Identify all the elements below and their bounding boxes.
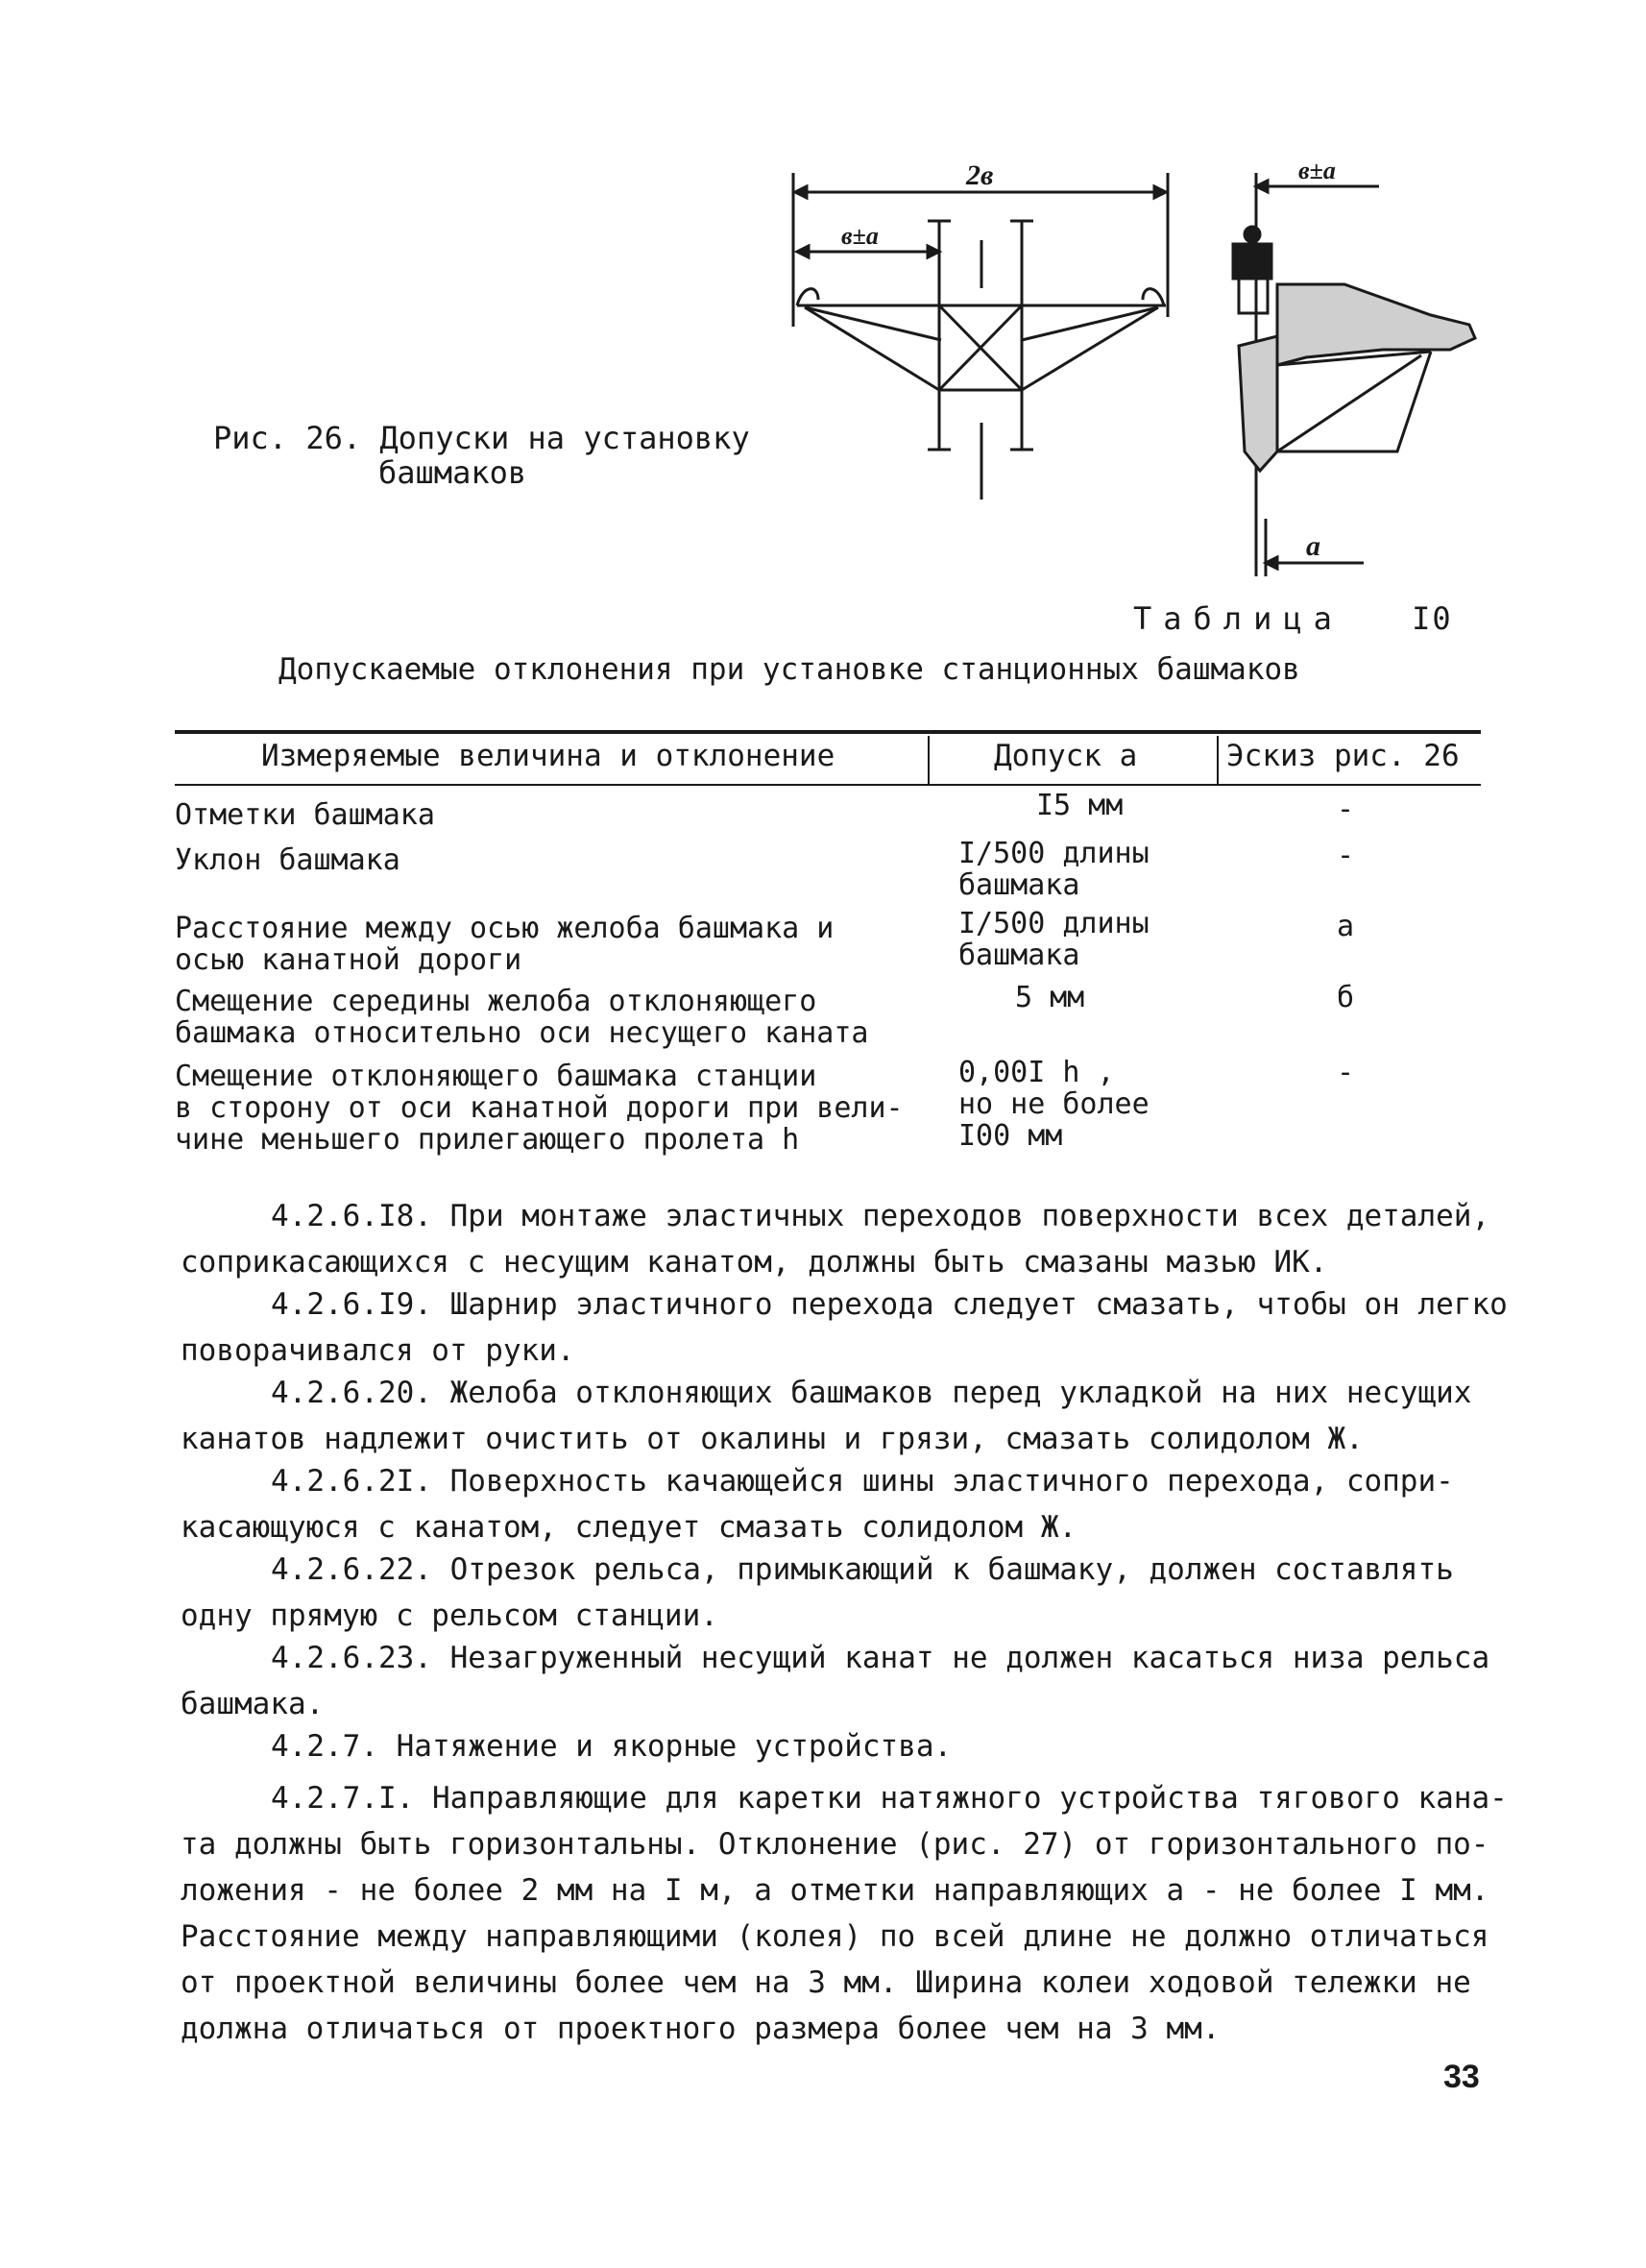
table-row-1-tolerance: I5 мм [1036,789,1124,822]
table-number-label: Таблица [1133,600,1343,637]
page-number: 33 [1443,2059,1480,2095]
dim-2b-label: 2в [966,159,994,191]
column-separator [1217,736,1219,784]
paragraph-4-2-6-18: 4.2.6.I8. При монтаже эластичных переходов поверхности всех деталей, соприкасающихся с несущим канатом, должны быть смазаны мазью ИК. [181,1199,1490,1280]
dim-a-label: а [1306,530,1320,562]
table-top-rule [175,730,1481,734]
section-heading-4-2-7: 4.2.7. Натяжение и якорные устройства. [271,1729,953,1764]
table-header-tolerance: Допуск а [994,739,1138,773]
table-row-4-sketch: б [1337,981,1355,1014]
table-row-1-sketch: - [1337,793,1355,826]
table-row-4-name: Смещение середины желоба отклоняющего башмака относительно оси несущего каната [175,985,869,1050]
table-row-5-tolerance: 0,00I h , но не более I00 мм [958,1056,1150,1153]
paragraph-4-2-7-1: 4.2.7.I. Направляющие для каретки натяжного устройства тягового кана- та должны быть горизонтальны. Отклонение (рис. 27) от горизонтального по- ложения - не более 2 мм на I м, а отметки направляющих а - не более I мм. Расстояние между направляющими (колея) по всей длине не должно отличаться от проектной величины более чем на 3 мм. Ширина колеи ходовой тележки не должна отличаться от проектного размера более чем на 3 мм. [181,1781,1508,2046]
table-header-sketch: Эскиз рис. 26 [1226,739,1460,773]
table-row-2-name: Уклон башмака [175,843,400,877]
dim-b-a-label-right: в±а [1298,157,1336,184]
table-header-rule [175,784,1481,786]
table-row-1-name: Отметки башмака [175,798,435,832]
table-row-5-name: Смещение отклоняющего башмака станции в сторону от оси канатной дороги при вели- чине меньшего прилегающего пролета h [175,1060,904,1157]
paragraph-4-2-6-20: 4.2.6.20. Желоба отклоняющих башмаков перед укладкой на них несущих канатов надлежит очистить от окалины и грязи, смазать солидолом Ж. [181,1376,1472,1456]
dim-b-a-label-left: в±а [841,222,879,250]
table-title: Допускаемые отклонения при установке станционных башмаков [278,652,1300,687]
paragraph-4-2-6-22: 4.2.6.22. Отрезок рельса, примыкающий к башмаку, должен составлять одну прямую с рельсом станции. [181,1552,1454,1633]
table-row-4-tolerance: 5 мм [1015,981,1085,1014]
paragraph-4-2-6-23: 4.2.6.23. Незагруженный несущий канат не должен касаться низа рельса башмака. [181,1641,1490,1721]
table-number-value: I0 [1412,600,1453,637]
figure-caption [213,421,750,490]
figure-caption-line1: Рис. 26. Допуски на установку [213,420,750,456]
table-header-quantity: Измеряемые величина и отклонение [261,739,835,773]
column-separator [928,736,930,784]
table-row-3-name: Расстояние между осью желоба башмака и осью канатной дороги [175,912,835,977]
table-row-2-sketch: - [1337,839,1355,872]
figure-caption-line2: башмаков [378,454,527,491]
figure-26-drawing [749,144,1498,576]
table-row-2-tolerance: I/500 длины башмака [958,837,1150,902]
table-number [1133,600,1453,637]
table-row-3-tolerance: I/500 длины башмака [958,907,1150,972]
table-row-3-sketch: а [1337,910,1355,943]
table-row-5-sketch: - [1337,1056,1355,1089]
paragraph-4-2-6-19: 4.2.6.I9. Шарнир эластичного перехода следует смазать, чтобы он легко поворачивался от руки. [181,1287,1508,1368]
paragraph-4-2-6-21: 4.2.6.2I. Поверхность качающейся шины эластичного перехода, сопри- касающуюся с канатом, следует смазать солидолом Ж. [181,1464,1454,1545]
